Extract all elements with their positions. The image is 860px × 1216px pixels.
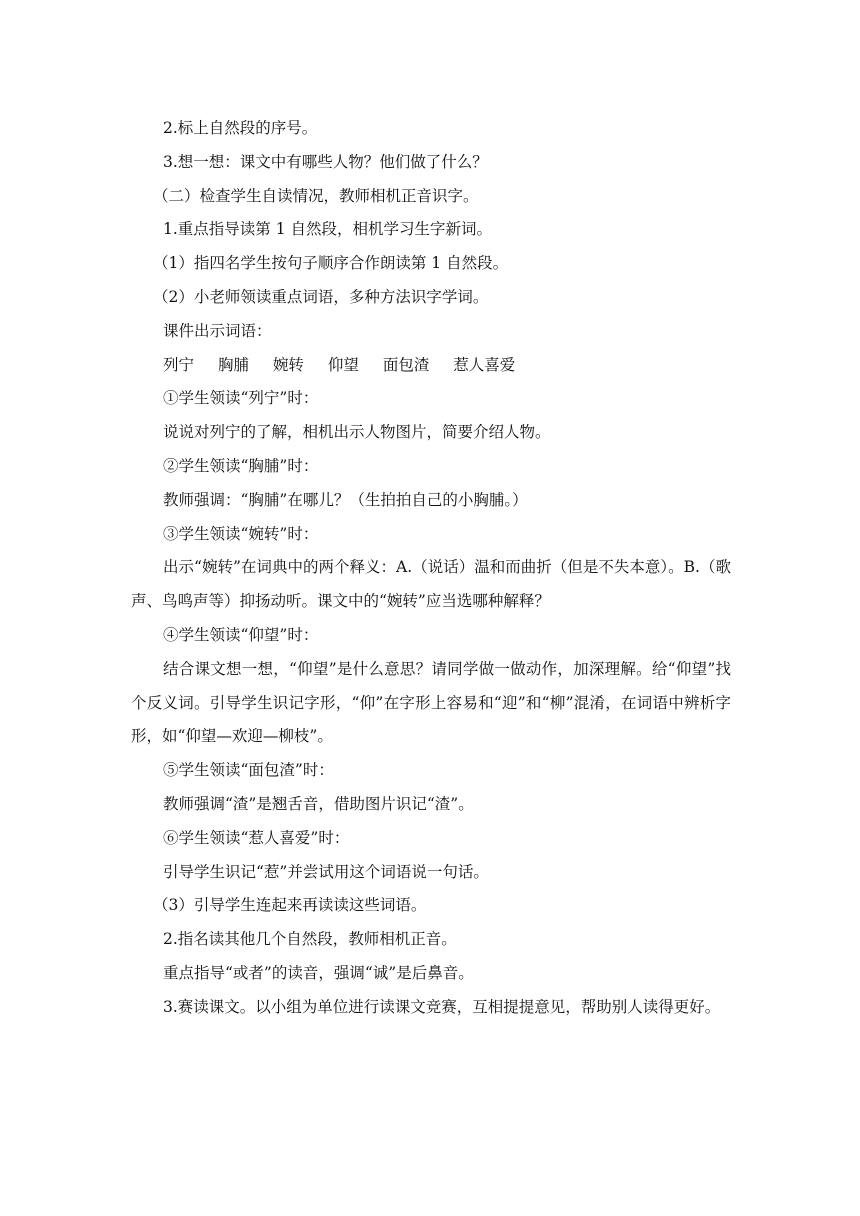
subitem-reread-words: （3）引导学生连起来再读读这些词语。: [153, 896, 427, 915]
item-focus-paragraph-one: 1.重点指导读第 1 自然段，相机学习生字新词。: [163, 220, 493, 239]
item-other-paragraphs: 2.指名读其他几个自然段，教师相机正音。: [163, 930, 457, 949]
word-step-5-body: 教师强调“渣”是翘舌音，借助图片识记“渣”。: [163, 794, 474, 813]
word-step-4-body: 结合课文想一想，“仰望”是什么意思？请同学做一做动作，加深理解。给“仰望”找个反义词。引导学生识记字形，“仰”在字形上容易和“迎”和“柳”混淆，在词语中辨析字形，如“仰望—欢迎—柳枝”。: [131, 659, 731, 746]
section-heading-check-reading: （二）检查学生自读情况，教师相机正音识字。: [153, 186, 479, 205]
word-step-2-body: 教师强调：“胸脯”在哪儿？（生拍拍自己的小胸脯。）: [163, 490, 528, 509]
word-step-6-body: 引导学生识记“惹”并尝试用这个词语说一句话。: [163, 862, 489, 881]
word-step-6-heading: ⑥学生领读“惹人喜爱”时：: [163, 828, 350, 847]
word-step-4-heading: ④学生领读“仰望”时：: [163, 625, 319, 644]
lesson-body: [131, 112, 731, 1025]
word-step-2-heading: ②学生领读“胸脯”时：: [163, 456, 319, 475]
word-step-1-body: 说说对列宁的了解，相机出示人物图片，简要介绍人物。: [163, 423, 551, 442]
word-step-3-heading: ③学生领读“婉转”时：: [163, 524, 319, 543]
vocab-list: [131, 349, 731, 383]
word-step-3-body: 出示“婉转”在词典中的两个释义：A.（说话）温和而曲折（但是不失本意）。B.（歌声、鸟鸣声等）抑扬动听。课文中的“婉转”应当选哪种解释？: [131, 558, 731, 611]
vocab-word: 惹人喜爱: [453, 355, 516, 374]
step-think-characters: 3.想一想：课文中有哪些人物？他们做了什么？: [163, 152, 488, 171]
subitem-group-reading: （1）指四名学生按句子顺序合作朗读第 1 自然段。: [153, 254, 509, 273]
subitem-lead-reading: （2）小老师领读重点词语，多种方法识字学词。: [153, 287, 489, 306]
vocab-word: 列宁: [163, 355, 195, 374]
vocab-word: 婉转: [272, 355, 304, 374]
vocab-intro: 课件出示词语：: [163, 321, 272, 340]
item-pronunciation-focus: 重点指导“或者”的读音，强调“诚”是后鼻音。: [163, 963, 474, 982]
word-step-5-heading: ⑤学生领读“面包渣”时：: [163, 761, 334, 780]
step-number-paragraphs: 2.标上自然段的序号。: [163, 119, 318, 137]
vocab-word: 胸脯: [217, 355, 249, 374]
vocab-word: 面包渣: [382, 355, 430, 374]
vocab-word: 仰望: [327, 355, 359, 374]
word-step-1-heading: ①学生领读“列宁”时：: [163, 389, 319, 408]
item-reading-competition: 3.赛读课文。以小组为单位进行读课文竞赛，互相提提意见，帮助别人读得更好。: [163, 997, 721, 1016]
